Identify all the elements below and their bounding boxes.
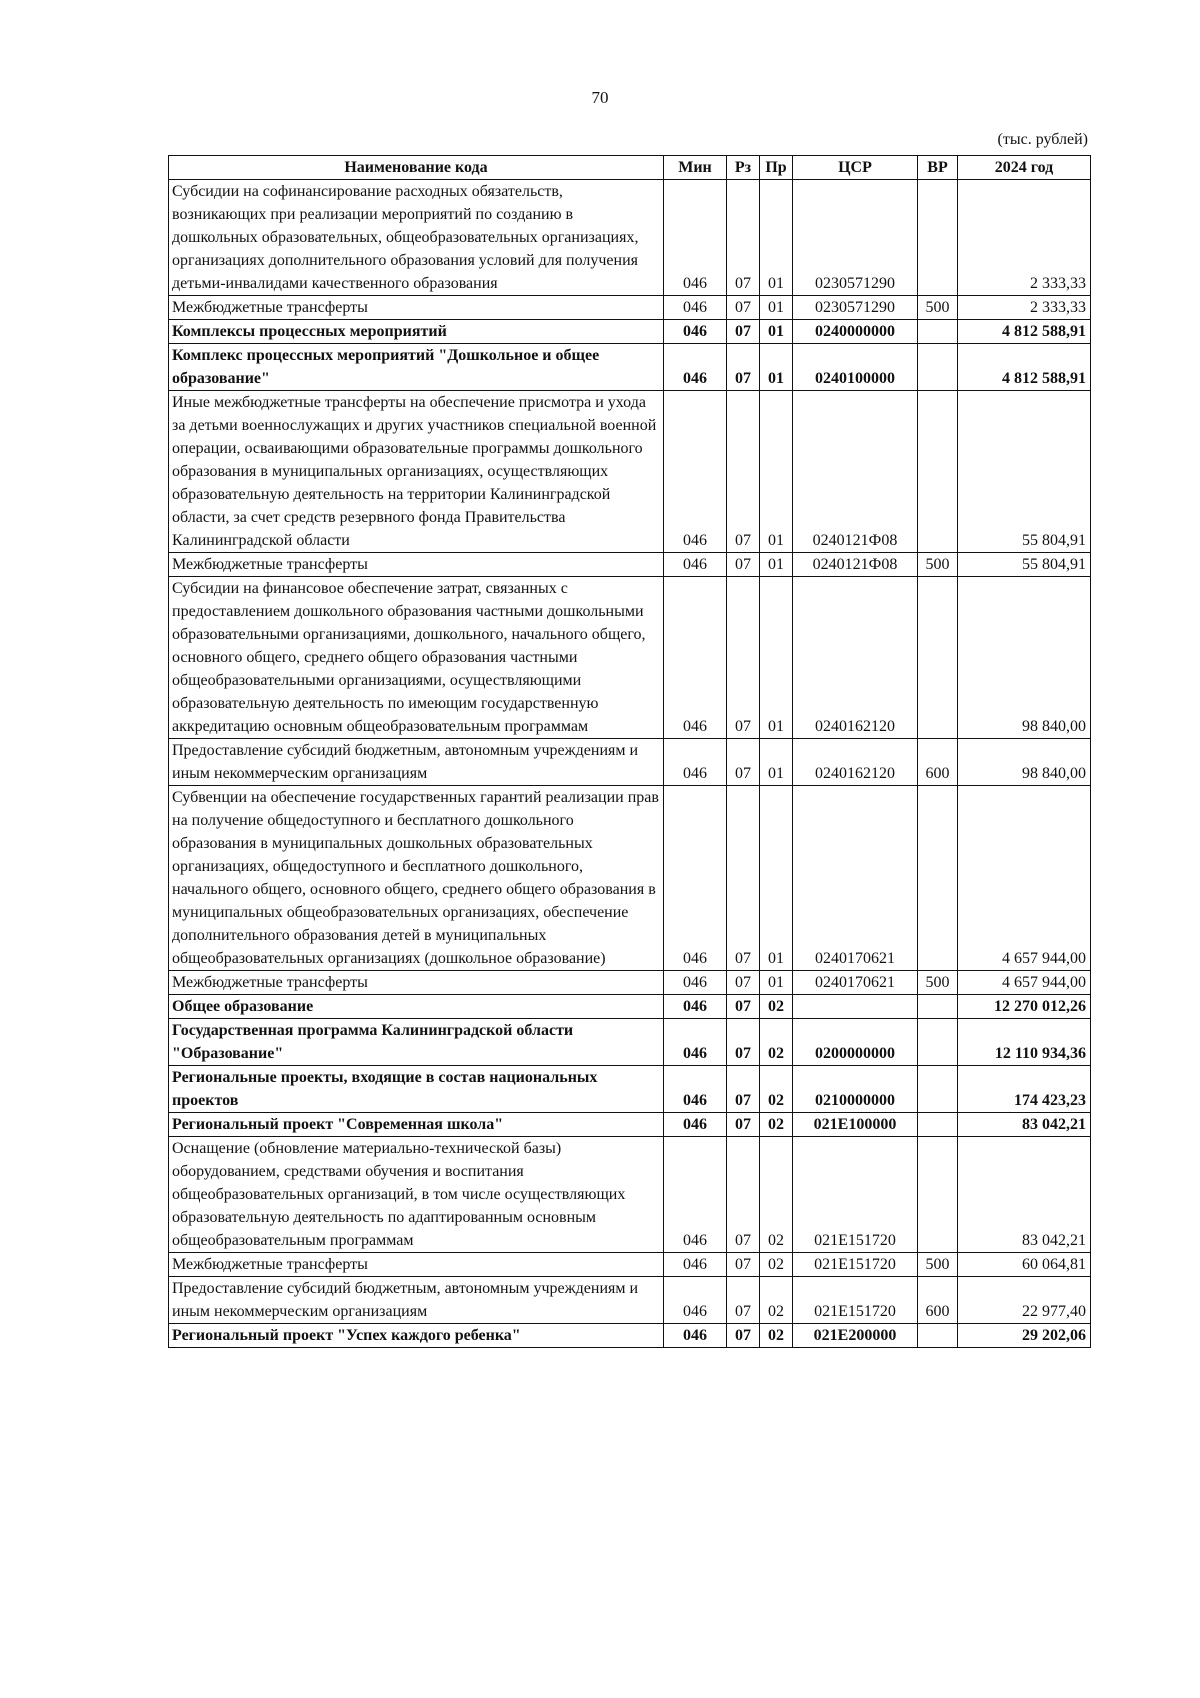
row-name: Субвенции на обеспечение государственных гарантий реализации прав на получение общедоступного и бесплатного дошкольного образования в муниципальных дошкольных образовательных организациях, общедоступного и бесплатного дошкольного, начального общего, основного общего, среднего общего образования в муниципальных общеобразовательных организациях, обеспечение дополнительного образования детей в муниципальных общеобразовательных организациях (дошкольное образование) <box>169 786 664 971</box>
row-amount: 4 812 588,91 <box>958 344 1091 391</box>
budget-table <box>168 155 1091 1348</box>
row-min: 046 <box>664 320 727 344</box>
row-csr: 021E100000 <box>793 1113 918 1137</box>
row-rz: 07 <box>727 1113 760 1137</box>
table-row <box>169 1324 1091 1348</box>
header-amount: 2024 год <box>958 156 1091 180</box>
row-pr: 02 <box>760 995 793 1019</box>
row-min: 046 <box>664 391 727 553</box>
row-name: Субсидии на софинансирование расходных обязательств, возникающих при реализации мероприятий по созданию в дошкольных образовательных, общеобразовательных организациях, организациях дополнительного образования условий для получения детьми-инвалидами качественного образования <box>169 180 664 296</box>
row-name: Межбюджетные трансферты <box>169 553 664 577</box>
row-amount: 12 110 934,36 <box>958 1019 1091 1066</box>
table-row <box>169 296 1091 320</box>
row-amount: 4 812 588,91 <box>958 320 1091 344</box>
row-min: 046 <box>664 995 727 1019</box>
row-amount: 60 064,81 <box>958 1253 1091 1277</box>
row-pr: 01 <box>760 344 793 391</box>
table-row <box>169 577 1091 739</box>
row-name: Предоставление субсидий бюджетным, автономным учреждениям и иным некоммерческим организациям <box>169 1277 664 1324</box>
row-rz: 07 <box>727 553 760 577</box>
row-pr: 02 <box>760 1019 793 1066</box>
row-csr: 0240162120 <box>793 577 918 739</box>
row-amount: 83 042,21 <box>958 1137 1091 1253</box>
row-name: Предоставление субсидий бюджетным, автономным учреждениям и иным некоммерческим организациям <box>169 739 664 786</box>
row-vr: 600 <box>918 1277 958 1324</box>
row-min: 046 <box>664 739 727 786</box>
row-min: 046 <box>664 786 727 971</box>
row-vr: 500 <box>918 971 958 995</box>
row-vr: 500 <box>918 1253 958 1277</box>
row-min: 046 <box>664 180 727 296</box>
page-number: 70 <box>591 88 609 107</box>
row-pr: 01 <box>760 739 793 786</box>
row-csr: 0210000000 <box>793 1066 918 1113</box>
row-amount: 174 423,23 <box>958 1066 1091 1113</box>
row-csr: 0240100000 <box>793 344 918 391</box>
row-vr: 500 <box>918 296 958 320</box>
header-min: Мин <box>664 156 727 180</box>
row-vr: 600 <box>918 739 958 786</box>
header-pr: Пр <box>760 156 793 180</box>
row-min: 046 <box>664 1019 727 1066</box>
row-rz: 07 <box>727 971 760 995</box>
row-min: 046 <box>664 971 727 995</box>
units-note: (тыс. рублей) <box>997 131 1088 148</box>
row-csr: 0230571290 <box>793 296 918 320</box>
row-pr: 01 <box>760 296 793 320</box>
row-name: Межбюджетные трансферты <box>169 1253 664 1277</box>
row-min: 046 <box>664 1253 727 1277</box>
row-vr <box>918 180 958 296</box>
table-row <box>169 1066 1091 1113</box>
table-row <box>169 391 1091 553</box>
row-pr: 01 <box>760 320 793 344</box>
row-csr: 021E151720 <box>793 1253 918 1277</box>
row-csr: 021E151720 <box>793 1137 918 1253</box>
table-row <box>169 1137 1091 1253</box>
row-amount: 29 202,06 <box>958 1324 1091 1348</box>
row-rz: 07 <box>727 739 760 786</box>
table-row <box>169 320 1091 344</box>
row-min: 046 <box>664 296 727 320</box>
row-name: Региональный проект "Успех каждого ребенка" <box>169 1324 664 1348</box>
row-csr: 021E200000 <box>793 1324 918 1348</box>
row-csr: 0240170621 <box>793 786 918 971</box>
row-vr <box>918 320 958 344</box>
row-name: Оснащение (обновление материально-технической базы) оборудованием, средствами обучения и воспитания общеобразовательных организаций, в том числе осуществляющих образовательную деятельность по адаптированным основным общеобразовательным программам <box>169 1137 664 1253</box>
table-row <box>169 995 1091 1019</box>
row-amount: 22 977,40 <box>958 1277 1091 1324</box>
row-vr: 500 <box>918 553 958 577</box>
row-vr <box>918 1066 958 1113</box>
row-pr: 01 <box>760 391 793 553</box>
header-name: Наименование кода <box>169 156 664 180</box>
table-row <box>169 1277 1091 1324</box>
row-name: Комплексы процессных мероприятий <box>169 320 664 344</box>
row-rz: 07 <box>727 1019 760 1066</box>
row-min: 046 <box>664 553 727 577</box>
row-vr <box>918 995 958 1019</box>
row-csr: 0240170621 <box>793 971 918 995</box>
row-csr: 021E151720 <box>793 1277 918 1324</box>
row-pr: 02 <box>760 1277 793 1324</box>
row-amount: 55 804,91 <box>958 553 1091 577</box>
table-row <box>169 1253 1091 1277</box>
row-amount: 98 840,00 <box>958 739 1091 786</box>
row-pr: 02 <box>760 1066 793 1113</box>
row-min: 046 <box>664 1137 727 1253</box>
row-amount: 55 804,91 <box>958 391 1091 553</box>
table-row <box>169 786 1091 971</box>
row-csr <box>793 995 918 1019</box>
table-row <box>169 739 1091 786</box>
row-pr: 01 <box>760 577 793 739</box>
row-pr: 02 <box>760 1253 793 1277</box>
row-rz: 07 <box>727 1324 760 1348</box>
row-vr <box>918 344 958 391</box>
row-name: Региональный проект "Современная школа" <box>169 1113 664 1137</box>
row-vr <box>918 1324 958 1348</box>
row-pr: 01 <box>760 553 793 577</box>
row-rz: 07 <box>727 344 760 391</box>
row-amount: 12 270 012,26 <box>958 995 1091 1019</box>
table-row <box>169 553 1091 577</box>
row-min: 046 <box>664 1066 727 1113</box>
row-pr: 01 <box>760 971 793 995</box>
row-rz: 07 <box>727 1137 760 1253</box>
row-rz: 07 <box>727 1253 760 1277</box>
table-row <box>169 344 1091 391</box>
header-vr: ВР <box>918 156 958 180</box>
row-amount: 4 657 944,00 <box>958 786 1091 971</box>
row-name: Межбюджетные трансферты <box>169 296 664 320</box>
header-csr: ЦСР <box>793 156 918 180</box>
table-row <box>169 971 1091 995</box>
row-csr: 0200000000 <box>793 1019 918 1066</box>
row-pr: 01 <box>760 180 793 296</box>
row-amount: 2 333,33 <box>958 296 1091 320</box>
row-name: Государственная программа Калининградской области "Образование" <box>169 1019 664 1066</box>
table-row <box>169 1019 1091 1066</box>
row-amount: 2 333,33 <box>958 180 1091 296</box>
row-vr <box>918 577 958 739</box>
row-name: Иные межбюджетные трансферты на обеспечение присмотра и ухода за детьми военнослужащих и других участников специальной военной операции, осваивающими образовательные программы дошкольного образования в муниципальных организациях, осуществляющих образовательную деятельность на территории Калининградской области, за счет средств резервного фонда Правительства Калининградской области <box>169 391 664 553</box>
table-row <box>169 180 1091 296</box>
row-name: Субсидии на финансовое обеспечение затрат, связанных с предоставлением дошкольного образования частными дошкольными образовательными организациями, дошкольного, начального общего, основного общего, среднего общего образования частными общеобразовательными организациями, осуществляющими образовательную деятельность по имеющим государственную аккредитацию основным общеобразовательным программам <box>169 577 664 739</box>
row-vr <box>918 391 958 553</box>
row-rz: 07 <box>727 296 760 320</box>
header-rz: Рз <box>727 156 760 180</box>
row-rz: 07 <box>727 320 760 344</box>
row-rz: 07 <box>727 1277 760 1324</box>
table-header-row <box>169 156 1091 180</box>
row-amount: 83 042,21 <box>958 1113 1091 1137</box>
row-rz: 07 <box>727 577 760 739</box>
row-csr: 0240000000 <box>793 320 918 344</box>
row-amount: 98 840,00 <box>958 577 1091 739</box>
row-rz: 07 <box>727 995 760 1019</box>
row-vr <box>918 1113 958 1137</box>
row-rz: 07 <box>727 391 760 553</box>
table-body <box>169 180 1091 1348</box>
row-rz: 07 <box>727 1066 760 1113</box>
row-vr <box>918 1137 958 1253</box>
row-pr: 02 <box>760 1137 793 1253</box>
row-min: 046 <box>664 1324 727 1348</box>
row-vr <box>918 1019 958 1066</box>
row-amount: 4 657 944,00 <box>958 971 1091 995</box>
row-pr: 02 <box>760 1113 793 1137</box>
row-rz: 07 <box>727 786 760 971</box>
row-min: 046 <box>664 1113 727 1137</box>
row-min: 046 <box>664 344 727 391</box>
row-vr <box>918 786 958 971</box>
row-csr: 0240121Ф08 <box>793 553 918 577</box>
row-csr: 0240121Ф08 <box>793 391 918 553</box>
row-name: Межбюджетные трансферты <box>169 971 664 995</box>
row-min: 046 <box>664 1277 727 1324</box>
row-min: 046 <box>664 577 727 739</box>
row-csr: 0230571290 <box>793 180 918 296</box>
row-rz: 07 <box>727 180 760 296</box>
table-row <box>169 1113 1091 1137</box>
row-name: Комплекс процессных мероприятий "Дошкольное и общее образование" <box>169 344 664 391</box>
row-csr: 0240162120 <box>793 739 918 786</box>
row-name: Общее образование <box>169 995 664 1019</box>
row-pr: 02 <box>760 1324 793 1348</box>
row-name: Региональные проекты, входящие в состав национальных проектов <box>169 1066 664 1113</box>
row-pr: 01 <box>760 786 793 971</box>
